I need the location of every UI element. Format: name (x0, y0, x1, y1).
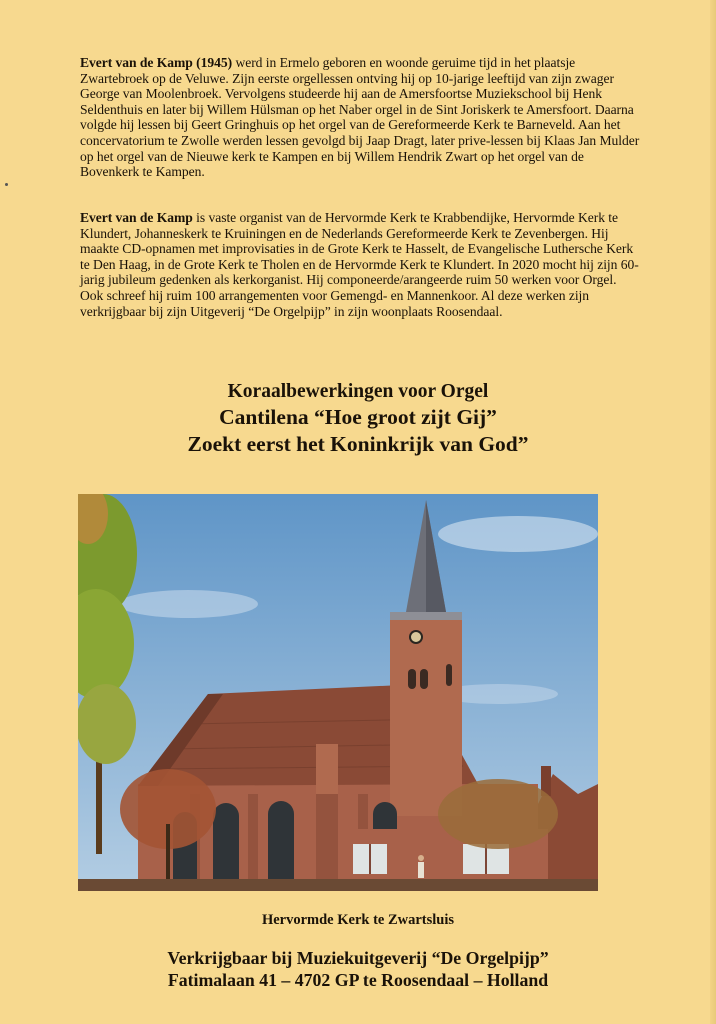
church-tower (390, 616, 462, 816)
title-line-3: Zoekt eerst het Koninkrijk van God” (187, 432, 529, 456)
page-edge (710, 0, 716, 1024)
publisher-line-2: Fatimalaan 41 – 4702 GP te Roosendaal – Holland (167, 970, 549, 990)
photo-caption: Hervormde Kerk te Zwartsluis (261, 912, 455, 928)
biography-paragraph-2 (80, 210, 640, 319)
scan-speck (5, 183, 8, 186)
title-block (0, 380, 716, 458)
bio-text-1: werd in Ermelo geboren en woonde geruime tijd in het plaatsje Zwartebroek op de Veluwe. Zijn eerste orgellessen ontving hij op 10-jarige leeftijd van zijn zwager George van Moolenbroek. Vervolgens studeerde hij aan de Amersfoortse Muziekschool bij Henk Seldenthuis en later bij Willem Hülsman op het Naber orgel in de Sint Joriskerk te Amersfoort. Daarna volgde hij lessen bij Geert Gringhuis op het orgel van de Gereformeerde Kerk te Barneveld. Aan het concervatorium te Zwolle werden lessen gevolgd bij Jaap Dragt, later prive-lessen bij Klaas Jan Mulder op het orgel van de Nieuwe kerk te Kampen en bij Willem Hendrik Zwart op het orgel van de Bovenkerk te Kampen. (80, 55, 640, 180)
biography-paragraph-1 (80, 55, 640, 180)
publisher-block (0, 947, 716, 991)
title-line-1: Koraalbewerkingen voor Orgel (227, 381, 489, 402)
bio-name-1: Evert van de Kamp (1945) (80, 55, 233, 70)
bio-text-2: is vaste organist van de Hervormde Kerk te Krabbendijke, Hervormde Kerk te Klundert, Johanneskerk te Kruiningen en de Nederlands Gereformeerde Kerk te Zevenbergen. Hij maakte CD-opnamen met improvisaties in de Grote Kerk te Hasselt, de Evangelische Luthersche Kerk te Den Haag, in de Grote Kerk te Tholen en de Hervormde Kerk te Klundert. In 2020 mocht hij zijn 60-jarig jubileum gedenken als kerkorganist. Hij componeerde/arangeerde ruim 50 werken voor Orgel. Ook schreef hij ruim 100 arrangementen voor Gemengd- en Mannenkoor. Al deze werken zijn verkrijgbaar bij zijn Uitgeverij “De Orgelpijp” in zijn woonplaats Roosendaal. (80, 210, 639, 319)
church-photo (78, 494, 598, 891)
bio-name-2: Evert van de Kamp (80, 210, 193, 225)
title-line-2: Cantilena “Hoe groot zijt Gij” (219, 405, 497, 429)
publisher-line-1: Verkrijgbaar bij Muziekuitgeverij “De Orgelpijp” (167, 948, 549, 968)
